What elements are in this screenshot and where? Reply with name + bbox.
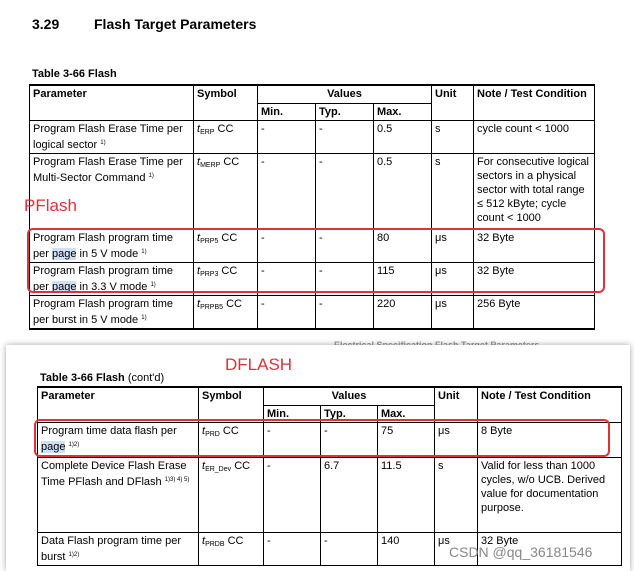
unit-cell: μs [435,422,478,457]
min-cell: - [258,262,316,295]
param-cell: Program Flash program time per burst in 5 V mode $^{1)}$ [30,295,194,329]
section-number: 3.29 [32,16,60,32]
symbol-cell: $t_{MERP}$ CC [194,153,258,229]
max-cell: 0.5 [374,153,432,229]
unit-cell: s [432,153,474,229]
max-cell: 80 [374,229,432,262]
min-cell: - [264,457,321,532]
pflash-highlight-box [27,228,605,293]
table-row [30,120,595,153]
min-cell: - [258,229,316,262]
param-cell: Program Flash program time per page in 5 V mode $^{1)}$ [30,229,194,262]
header-note: Note / Test Condition [478,387,622,422]
header-symbol: Symbol [199,387,264,422]
typ-cell: - [321,422,378,457]
dflash-highlight-box [34,419,610,457]
max-cell: 0.5 [374,120,432,153]
header-max: Max. [378,405,435,422]
table-row [30,295,595,329]
min-cell: - [258,153,316,229]
note-cell: 32 Byte [474,262,595,295]
header-typ: Typ. [321,405,378,422]
unit-cell: μs [432,295,474,329]
typ-cell: - [316,262,374,295]
note-cell: 256 Byte [474,295,595,329]
symbol-cell: $t_{PRPB5}$ CC [194,295,258,329]
symbol-cell: $t_{PRP5}$ CC [194,229,258,262]
header-min: Min. [258,103,316,120]
table2-caption: Table 3-66 Flash (cont'd) [40,372,165,384]
section-title: Flash Target Parameters [94,16,257,32]
symbol-cell: $t_{PRP3}$ CC [194,262,258,295]
max-cell: 115 [374,262,432,295]
typ-cell: - [321,532,378,565]
typ-cell: - [316,295,374,329]
header-values: Values [264,387,435,405]
typ-cell: - [316,153,374,229]
table-row [30,153,595,229]
table1-caption: Table 3-66 Flash [32,68,117,80]
header-parameter: Parameter [38,387,199,422]
flash-table-continued [37,386,622,566]
header-unit: Unit [435,387,478,422]
unit-cell: μs [432,229,474,262]
param-cell: Program Flash program time per page in 3.3 V mode $^{1)}$ [30,262,194,295]
unit-cell: s [435,457,478,532]
note-cell: Valid for less than 1000 cycles, w/o UCB. Derived value for documentation purpose. [478,457,622,532]
unit-cell: μs [435,532,478,565]
note-cell: cycle count < 1000 [474,120,595,153]
param-cell: Complete Device Flash Erase Time PFlash and DFlash $^{1)3) 4) 5)}$ [38,457,199,532]
pflash-annotation: PFlash [24,196,77,215]
note-cell: For consecutive logical sectors in a physical sector with total range ≤ 512 kByte; cycle count < 1000 [474,153,595,229]
header-parameter: Parameter [30,85,194,120]
unit-cell: μs [432,262,474,295]
min-cell: - [264,422,321,457]
symbol-cell: $t_{ER\_Dev}$ CC [199,457,264,532]
note-cell: 32 Byte [474,229,595,262]
min-cell: - [264,532,321,565]
param-cell: Program Flash Erase Time per logical sector $^{1)}$ [30,120,194,153]
header-values: Values [258,85,432,103]
param-cell: Data Flash program time per burst $^{1)2)}$ [38,532,199,565]
param-cell: Program Flash Erase Time per Multi-Sector Command $^{1)}$ [30,153,194,229]
max-cell: 220 [374,295,432,329]
max-cell: 140 [378,532,435,565]
typ-cell: 6.7 [321,457,378,532]
table-row [38,457,622,532]
header-unit: Unit [432,85,474,120]
symbol-cell: $t_{PRD}$ CC [199,422,264,457]
csdn-watermark: CSDN @qq_36181546 [449,544,593,560]
symbol-cell: $t_{PRDB}$ CC [199,532,264,565]
header-typ: Typ. [316,103,374,120]
header-min: Min. [264,405,321,422]
min-cell: - [258,120,316,153]
max-cell: 11.5 [378,457,435,532]
max-cell: 75 [378,422,435,457]
typ-cell: - [316,229,374,262]
unit-cell: s [432,120,474,153]
typ-cell: - [316,120,374,153]
note-cell: 8 Byte [478,422,622,457]
header-note: Note / Test Condition [474,85,595,120]
param-cell: Program time data flash per page $^{1)2)}$ [38,422,199,457]
header-symbol: Symbol [194,85,258,120]
min-cell: - [258,295,316,329]
symbol-cell: $t_{ERP}$ CC [194,120,258,153]
header-max: Max. [374,103,432,120]
dflash-annotation: DFLASH [225,355,293,374]
note-cell: 32 Byte [478,532,622,565]
